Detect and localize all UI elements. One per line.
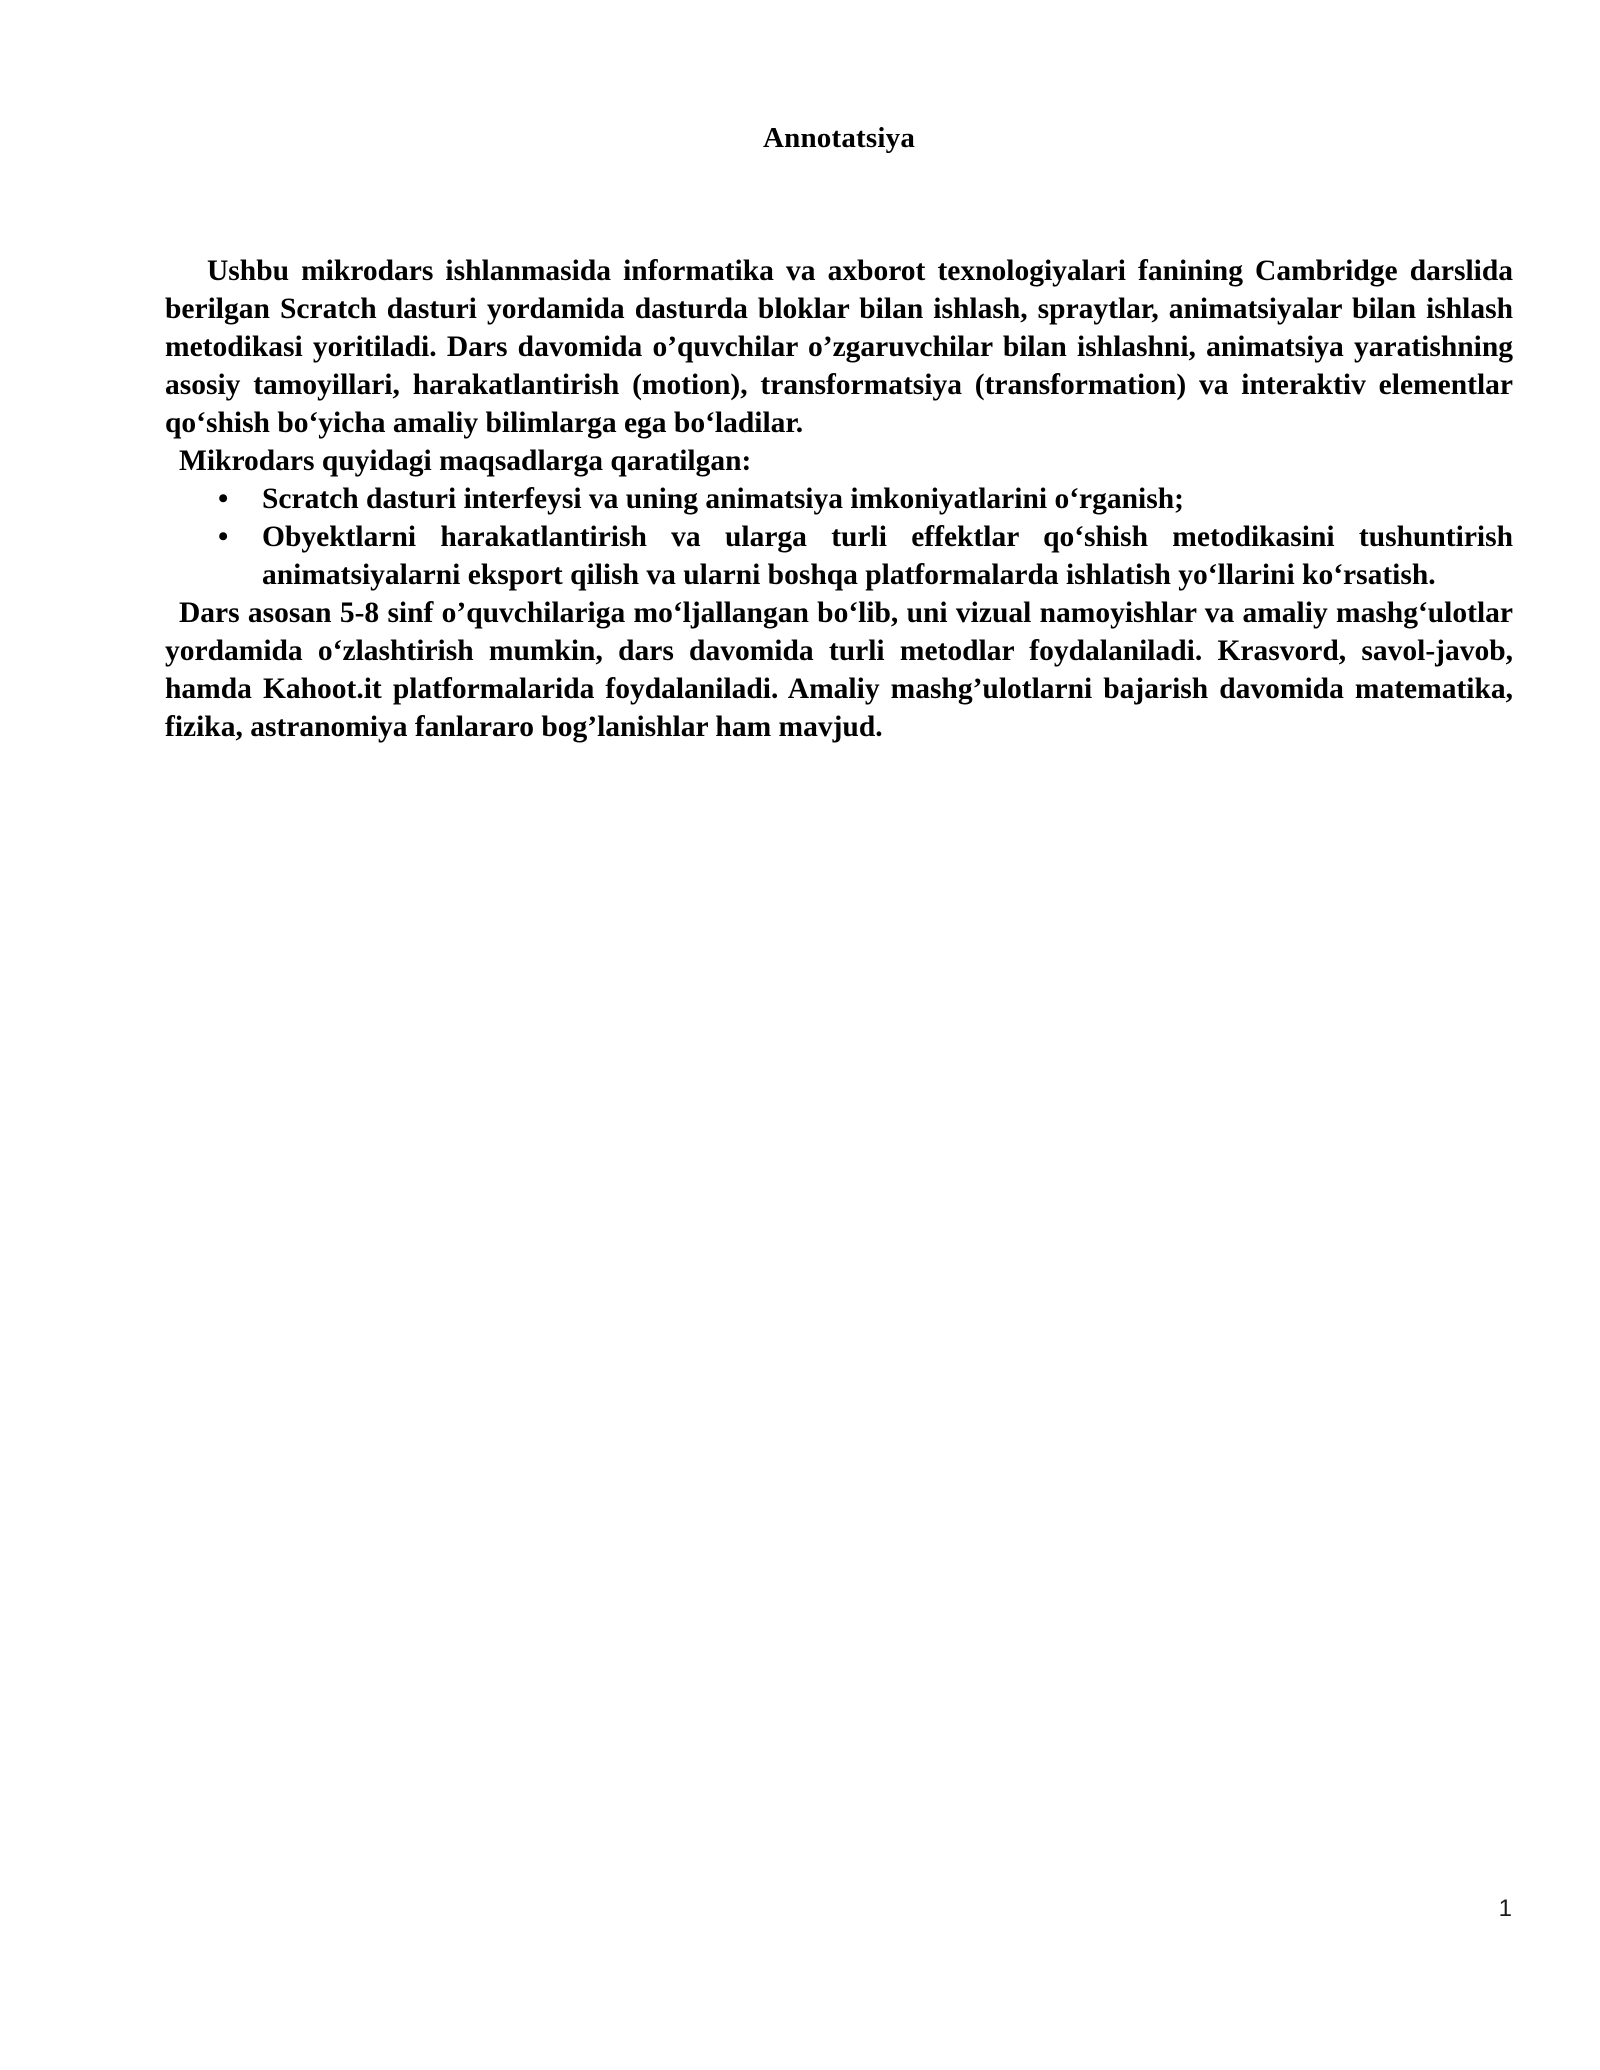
page-content bbox=[165, 0, 1513, 746]
bullet-icon: • bbox=[218, 483, 229, 515]
list-item-text: Scratch dasturi interfeysi va uning animatsiya imkoniyatlarini o‘rganish; bbox=[262, 483, 1184, 515]
page-title: Annotatsiya bbox=[762, 122, 916, 154]
goals-lead-paragraph: Mikrodars quyidagi maqsadlarga qaratilgan: bbox=[179, 445, 752, 477]
bullet-icon: • bbox=[218, 521, 229, 553]
list-item bbox=[165, 480, 1513, 518]
intro-paragraph: Ushbu mikrodars ishlanmasida informatika va axborot texnologiyalari fanining Cambridge darslida berilgan Scratch dasturi yordamida dasturda bloklar bilan ishlash, spraytlar, animatsiyalar bilan ishlash metodikasi yoritiladi. Dars davomida o’quvchilar o’zgaruvchilar bilan ishlashni, animatsiya yaratishning asosiy tamoyillari, harakatlantirish (motion), transformatsiya (transformation) va interaktiv elementlar qo‘shish bo‘yicha amaliy bilimlarga ega bo‘ladilar. bbox=[165, 255, 1513, 439]
title-spacer bbox=[165, 157, 1513, 252]
list-item bbox=[165, 518, 1513, 594]
page-number: 1 bbox=[1498, 1895, 1512, 1922]
closing-paragraph: Dars asosan 5-8 sinf o’quvchilariga mo‘ljallangan bo‘lib, uni vizual namoyishlar va amaliy mashg‘ulotlar yordamida o‘zlashtirish mumkin, dars davomida turli metodlar foydalaniladi. Krasvord, savol-javob, hamda Kahoot.it platformalarida foydalaniladi. Amaliy mashg’ulotlarni bajarish davomida matematika, fizika, astranomiya fanlararo bog’lanishlar ham mavjud. bbox=[165, 597, 1513, 743]
list-item-text: Obyektlarni harakatlantirish va ularga turli effektlar qo‘shish metodikasini tushuntirish animatsiyalarni eksport qilish va ularni boshqa platformalarda ishlatish yo‘llarini ko‘rsatish. bbox=[262, 521, 1513, 591]
goals-list bbox=[165, 480, 1513, 594]
